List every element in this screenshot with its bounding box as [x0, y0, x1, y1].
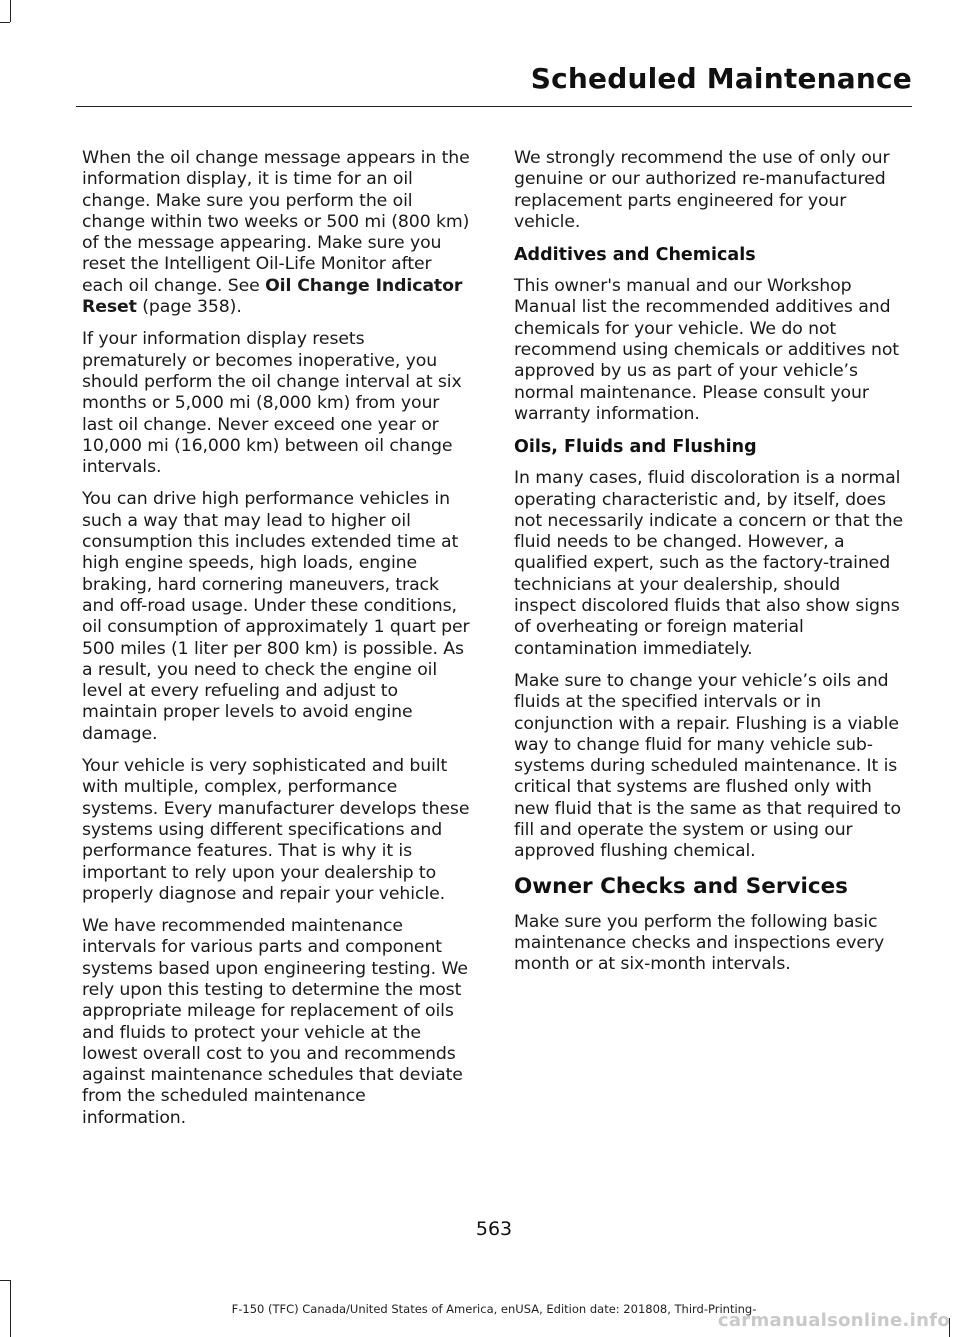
crop-mark — [0, 22, 10, 23]
paragraph: Your vehicle is very sophisticated and built with multiple, complex, performance systems. Every manufacturer develops these systems using different specifications and performance features. That is why it is important to rely upon your dealership to properly diagnose and repair your vehicle. — [82, 756, 470, 904]
paragraph: We strongly recommend the use of only our genuine or our authorized re-manufactured replacement parts engineered for your vehicle. — [514, 148, 890, 232]
header-divider — [76, 106, 912, 107]
section-heading-oils: Oils, Fluids and Flushing — [514, 437, 757, 458]
paragraph: You can drive high performance vehicles in such a way that may lead to higher oil consumption this includes extended time at high engine speeds, high loads, engine braking, hard cornering maneuvers, track and off-road usage. Under these conditions, oil consumption of approximately 1 quart per 500 miles (1 liter per 800 km) is possible. As a result, you need to check the engine oil level at every refueling and adjust to maintain proper levels to avoid engine damage. — [82, 489, 470, 744]
paragraph: If your information display resets prematurely or becomes inoperative, you should perform the oil change interval at six months or 5,000 mi (8,000 km) from your last oil change. Never exceed one year or 10,000 mi (16,000 km) between oil change intervals. — [82, 329, 462, 478]
section-heading-owner-checks: Owner Checks and Services — [514, 873, 848, 899]
page-title: Scheduled Maintenance — [530, 62, 912, 95]
page-reference: (page 358). — [136, 297, 242, 318]
oil-change-indicator-reset-link[interactable]: Oil Change Indicator Reset — [82, 275, 463, 318]
paragraph: Make sure you perform the following basic maintenance checks and inspections every month or at six-month intervals. — [514, 911, 885, 975]
edition-footer: F-150 (TFC) Canada/United States of America, enUSA, Edition date: 201808, Third-Printing- — [231, 1302, 757, 1316]
right-column — [514, 148, 906, 987]
paragraph — [82, 148, 474, 318]
page-number: 563 — [475, 1218, 513, 1240]
left-column — [82, 148, 474, 1140]
paragraph: This owner's manual and our Workshop Manual list the recommended additives and chemicals for your vehicle. We do not recommend using chemicals or additives not approved by us as part of your vehicle’s normal maintenance. Please consult your warranty information. — [514, 276, 899, 424]
section-heading-additives: Additives and Chemicals — [514, 245, 756, 266]
paragraph: In many cases, fluid discoloration is a normal operating characteristic and, by itself, does not necessarily indicate a concern or that the fluid needs to be changed. However, a qualified expert, such as the factory-trained technicians at your dealership, should inspect discolored fluids that also show signs of overheating or foreign material contamination immediately. — [514, 468, 904, 659]
paragraph-text: When the oil change message appears in the information display, it is time for an oil change. Make sure you perform the oil change within two weeks or 500 mi (800 km) of the message appearing. Make sure you reset the Intelligent Oil-Life Monitor after each oil change. See — [82, 148, 470, 296]
crop-mark — [0, 1280, 10, 1281]
watermark: carmanualsonline.info — [717, 1310, 950, 1331]
crop-mark — [10, 0, 11, 22]
paragraph: Make sure to change your vehicle’s oils and fluids at the specified intervals or in conjunction with a repair. Flushing is a viable way to change fluid for many vehicle sub-systems during scheduled maintenance. It is critical that systems are flushed only with new fluid that is the same as that required to fill and operate the system or using our approved flushing chemical. — [514, 670, 901, 862]
paragraph: We have recommended maintenance intervals for various parts and component systems based upon engineering testing. We rely upon this testing to determine the most appropriate mileage for replacement of oils and fluids to protect your vehicle at the lowest overall cost to you and recommends against maintenance schedules that deviate from the scheduled maintenance information. — [82, 916, 468, 1128]
